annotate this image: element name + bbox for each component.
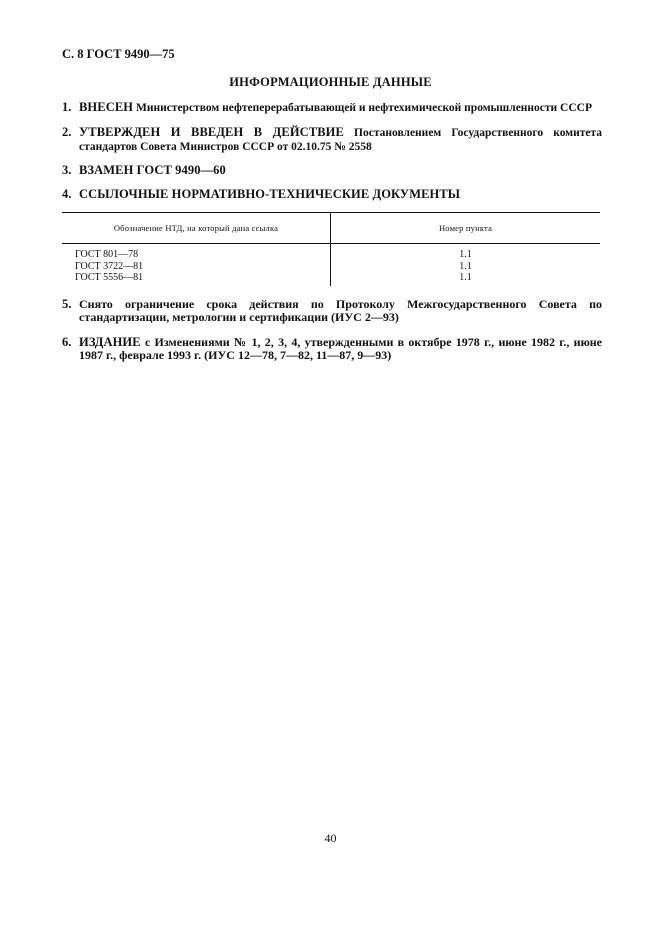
table-cell-point: 1.1 bbox=[459, 249, 472, 260]
item-text bbox=[79, 298, 602, 324]
item-rest: с Изменениями № 1, 2, 3, 4, утвержденными в октябре 1978 г., июне 1982 г., июне 1987 г., феврале 1993 г. (ИУС 12—78, 7—82, 11—87, 9—93) bbox=[79, 335, 602, 362]
item-text bbox=[79, 188, 602, 202]
table-cell-point: 1.1 bbox=[459, 260, 472, 272]
info-item-6 bbox=[62, 336, 602, 362]
table-row bbox=[62, 272, 600, 284]
reference-documents-table bbox=[62, 212, 600, 286]
item-number: 3. bbox=[62, 163, 72, 177]
item-number: 5. bbox=[62, 297, 72, 311]
table-header-divider bbox=[62, 243, 600, 244]
table-cell-doc: ГОСТ 3722—81 bbox=[75, 260, 144, 272]
item-number: 2. bbox=[62, 125, 72, 139]
item-number: 6. bbox=[62, 335, 72, 349]
info-item-5 bbox=[62, 298, 602, 324]
item-text bbox=[79, 336, 602, 362]
info-item-4 bbox=[62, 188, 602, 202]
item-caps: ССЫЛОЧНЫЕ НОРМАТИВНО-ТЕХНИЧЕСКИЕ ДОКУМЕНТЫ bbox=[79, 187, 461, 201]
table-cell-doc: ГОСТ 5556—81 bbox=[75, 272, 144, 283]
item-text bbox=[79, 126, 602, 154]
item-rest: Постановлением Государственного комитета стандартов Совета Министров СССР от 02.10.75 № 2558 bbox=[79, 127, 602, 153]
table-header-doc: Обозначение НТД, на который дана ссылка bbox=[113, 223, 279, 233]
item-caps: ИЗДАНИЕ bbox=[79, 335, 141, 349]
item-caps: ВЗАМЕН ГОСТ 9490—60 bbox=[79, 163, 226, 177]
item-text bbox=[79, 164, 602, 178]
item-rest: Снято ограничение срока действия по Протоколу Межгосударственного Совета по стандартизации, метрологии и сертификации (ИУС 2—93) bbox=[79, 297, 602, 324]
page-header: С. 8 ГОСТ 9490—75 bbox=[62, 47, 175, 61]
table-row bbox=[62, 249, 600, 261]
info-item-1 bbox=[62, 101, 602, 115]
item-number: 4. bbox=[62, 187, 72, 201]
info-item-3 bbox=[62, 164, 602, 178]
item-rest: Министерством нефтеперерабатывающей и нефтехимической промышленности СССР bbox=[133, 102, 592, 114]
section-title: ИНФОРМАЦИОННЫЕ ДАННЫЕ bbox=[229, 75, 432, 89]
table-cell-point: 1.1 bbox=[459, 272, 472, 283]
item-caps: ВНЕСЕН bbox=[79, 100, 134, 114]
table-cell-doc: ГОСТ 801—78 bbox=[75, 249, 139, 260]
item-caps: УТВЕРЖДЕН И ВВЕДЕН В ДЕЙСТВИЕ bbox=[79, 125, 344, 139]
info-item-2 bbox=[62, 126, 602, 154]
item-number: 1. bbox=[62, 100, 72, 114]
item-text bbox=[79, 101, 602, 115]
table-header-point: Номер пункта bbox=[438, 223, 493, 233]
table-body bbox=[62, 249, 600, 284]
table-row bbox=[62, 261, 600, 273]
page-number: 40 bbox=[324, 831, 337, 845]
